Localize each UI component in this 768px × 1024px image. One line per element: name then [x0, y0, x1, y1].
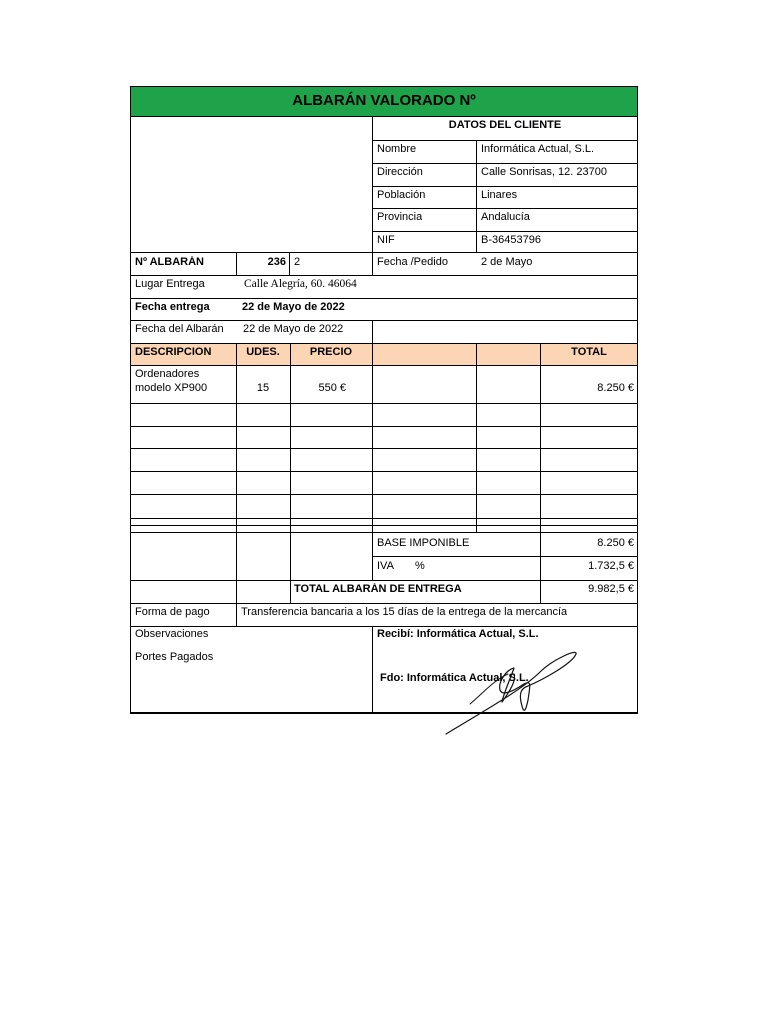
divider: [372, 208, 638, 209]
observaciones-label: Observaciones: [135, 628, 209, 640]
albaran-document: [130, 86, 638, 714]
divider: [130, 365, 638, 366]
albaran-number-label: Nº ALBARÁN: [135, 256, 204, 268]
frame-left: [130, 86, 131, 714]
row1-udes: 15: [256, 382, 270, 394]
lugar-entrega-value: Calle Alegría, 60. 46064: [244, 278, 357, 290]
fecha-albaran-value: 22 de Mayo de 2022: [243, 323, 344, 335]
divider: [130, 525, 638, 526]
divider: [130, 494, 638, 495]
row1-precio: 550 €: [318, 382, 346, 394]
iva-value: 1.732,5 €: [588, 560, 634, 572]
divider: [130, 580, 638, 581]
cliente-nif-value: B-36453796: [481, 234, 541, 246]
base-imponible-label: BASE IMPONIBLE: [377, 537, 470, 549]
fecha-entrega-value: 22 de Mayo de 2022: [242, 301, 345, 313]
cliente-direccion-value: Calle Sonrisas, 12. 23700: [481, 166, 607, 178]
divider: [130, 343, 638, 344]
divider: [236, 343, 237, 580]
iva-label: IVA: [377, 560, 394, 572]
divider: [130, 275, 638, 276]
divider: [372, 231, 638, 232]
divider: [130, 403, 638, 404]
divider: [372, 556, 638, 557]
albaran-suffix: 2: [294, 256, 301, 268]
total-albaran-value: 9.982,5 €: [588, 583, 634, 595]
firma-text: Fdo: Informática Actual, S.L.: [380, 672, 529, 684]
observaciones-value: Portes Pagados: [135, 651, 214, 663]
fecha-pedido-label: Fecha /Pedido: [377, 256, 448, 268]
divider: [289, 252, 290, 275]
fecha-albaran-label: Fecha del Albarán: [135, 323, 224, 335]
col-header-total: TOTAL: [571, 346, 607, 358]
col-header-precio: PRECIO: [309, 346, 353, 358]
cliente-nombre-value: Informática Actual, S.L.: [481, 143, 595, 155]
col-header-descripcion: DESCRIPCION: [135, 346, 212, 358]
cliente-provincia-label: Provincia: [377, 211, 423, 223]
divider: [476, 343, 477, 532]
divider: [372, 117, 373, 275]
divider: [372, 343, 373, 580]
row1-total: 8.250 €: [597, 382, 634, 394]
divider: [130, 426, 638, 427]
cliente-poblacion-label: Población: [377, 189, 426, 201]
divider: [372, 320, 373, 343]
cliente-provincia-value: Andalucía: [481, 211, 530, 223]
total-albaran-label: TOTAL ALBARÁN DE ENTREGA: [294, 583, 462, 595]
divider: [130, 298, 638, 299]
divider: [130, 471, 638, 472]
col-header-udes: UDES.: [246, 346, 280, 358]
divider: [130, 626, 638, 627]
row1-descripcion-line2: modelo XP900: [135, 382, 208, 394]
divider: [130, 320, 638, 321]
lugar-entrega-label: Lugar Entrega: [135, 278, 205, 290]
document-title: ALBARÁN VALORADO Nº: [130, 86, 638, 117]
cliente-nif-label: NIF: [377, 234, 395, 246]
divider: [372, 140, 638, 141]
iva-percent: %: [415, 560, 425, 572]
row1-descripcion-line1: Ordenadores: [135, 368, 200, 380]
albaran-number: 236: [267, 256, 286, 268]
divider: [236, 580, 237, 603]
divider: [130, 532, 638, 533]
signature: [442, 640, 582, 740]
divider: [372, 186, 638, 187]
fecha-entrega-label: Fecha entrega: [135, 301, 210, 313]
divider: [130, 448, 638, 449]
divider: [236, 603, 237, 626]
forma-pago-label: Forma de pago: [135, 606, 210, 618]
divider: [130, 603, 638, 604]
cliente-poblacion-value: Linares: [481, 189, 518, 201]
divider: [476, 140, 477, 252]
cliente-header: DATOS DEL CLIENTE: [448, 119, 562, 131]
frame-right: [637, 86, 638, 714]
divider: [372, 163, 638, 164]
divider: [372, 626, 373, 714]
divider: [130, 252, 638, 253]
forma-pago-value: Transferencia bancaria a los 15 días de la entrega de la mercancía: [241, 606, 568, 618]
recibi-text: Recibí: Informática Actual, S.L.: [377, 628, 539, 640]
divider: [130, 518, 638, 519]
fecha-pedido-value: 2 de Mayo: [481, 256, 533, 268]
base-imponible-value: 8.250 €: [597, 537, 634, 549]
cliente-nombre-label: Nombre: [377, 143, 417, 155]
cliente-direccion-label: Dirección: [377, 166, 423, 178]
